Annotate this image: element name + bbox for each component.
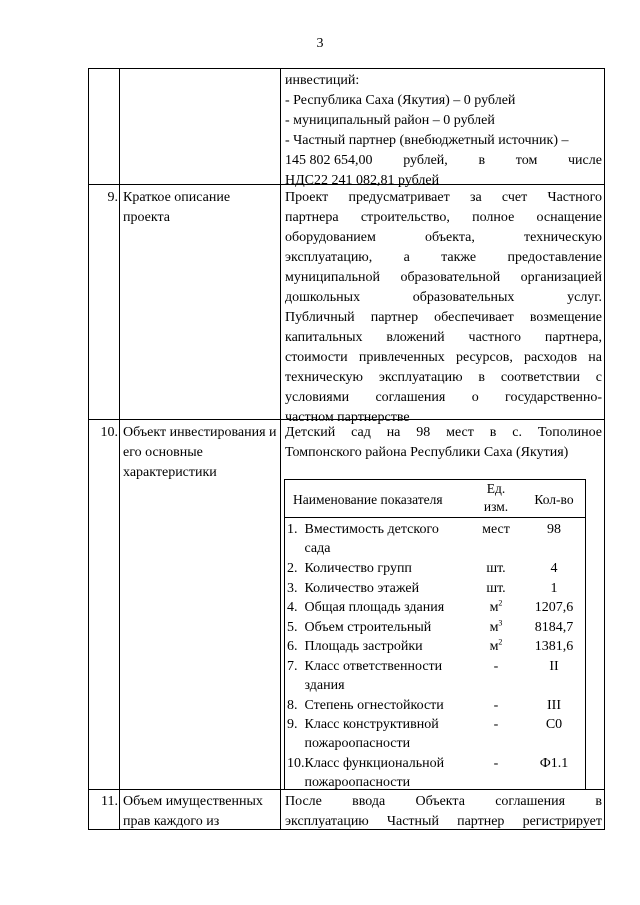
word: вложений	[386, 330, 445, 345]
word: капитальных	[285, 330, 363, 345]
word: с	[595, 370, 602, 385]
text-line	[285, 288, 602, 308]
word: Частный	[386, 814, 439, 829]
row11-description	[285, 792, 602, 832]
unit	[467, 520, 525, 539]
indicator-name-line1: 3. Количество этажей	[287, 580, 420, 596]
unit	[467, 715, 525, 734]
row8-line: инвестиций:	[285, 73, 360, 88]
word: числе	[568, 153, 602, 168]
word: о	[471, 390, 479, 405]
word: также	[441, 250, 477, 265]
word: в	[595, 794, 602, 809]
unit	[467, 754, 525, 773]
text-line: Томпонского района Республики Саха (Якутия)	[285, 445, 569, 460]
unit-text: шт.	[486, 580, 506, 596]
word: в	[489, 425, 497, 440]
word: партнер	[457, 814, 505, 829]
word: стоимости	[285, 350, 348, 365]
indicator-name	[287, 715, 469, 753]
word: Частного	[547, 190, 602, 205]
characteristics-table	[284, 479, 586, 790]
indicator-name	[287, 754, 469, 792]
text-line	[285, 812, 602, 832]
header-unit-line2: изм.	[483, 499, 509, 514]
value: III	[547, 697, 561, 713]
row9-number: 9.	[107, 190, 118, 205]
word: в	[478, 370, 486, 385]
value: 4	[550, 561, 558, 576]
indicator-name-line1: 7. Класс ответственности	[287, 658, 443, 674]
value: 8184,7	[534, 619, 574, 635]
word: услуг.	[567, 290, 602, 305]
indicator-name-line1: 4. Общая площадь здания	[287, 600, 445, 615]
text-line	[285, 248, 602, 268]
row10-description	[285, 423, 602, 463]
unit-text: м	[489, 639, 499, 654]
row9-description	[285, 188, 602, 428]
indicator-name-line1: 9. Класс конструктивной	[287, 717, 439, 732]
indicator-name-line2: пожароопасности	[287, 736, 411, 751]
text-line	[285, 368, 602, 388]
word: мест	[446, 425, 474, 440]
header-quantity: Кол-во	[534, 492, 574, 507]
row8-text	[285, 71, 602, 191]
unit-text: -	[493, 756, 499, 771]
word: техническую	[285, 370, 364, 385]
inner-header-divider	[285, 517, 585, 518]
word: на	[588, 350, 602, 365]
word: рублей,	[403, 153, 448, 168]
unit	[467, 598, 525, 617]
indicator-name	[287, 598, 469, 617]
word: ввода	[352, 794, 386, 809]
text-line	[285, 792, 602, 812]
word: эксплуатацию	[285, 814, 369, 829]
text-line: частном партнерстве	[285, 410, 410, 425]
word: организацией	[520, 270, 602, 285]
word: 145 802 654,00	[285, 153, 373, 168]
word: полное	[472, 210, 515, 225]
indicator-name	[287, 579, 469, 598]
row8-amount-line	[285, 151, 602, 171]
row8-vat-line: НДС22 241 082,81 рублей	[285, 173, 440, 188]
unit-text: м	[489, 600, 499, 615]
unit-exponent: 3	[498, 617, 503, 627]
unit	[467, 618, 525, 637]
word: счет	[501, 190, 528, 205]
unit-text: шт.	[486, 561, 506, 576]
word: расходов	[524, 350, 578, 365]
word: возмещение	[529, 310, 602, 325]
row11-title: Объем имущественных прав каждого из	[123, 794, 263, 829]
header-unit-line1: Ед.	[486, 481, 506, 496]
col-divider-1	[119, 68, 120, 830]
word: сад	[351, 425, 371, 440]
word: эксплуатацию	[378, 370, 463, 385]
indicator-name	[287, 696, 469, 715]
word: частного	[468, 330, 522, 345]
value: Ф1.1	[539, 756, 569, 771]
word: строительство,	[360, 210, 450, 225]
indicator-name-line2: пожароопасности	[287, 775, 411, 790]
row11-number: 11.	[101, 794, 118, 809]
word: образовательных	[412, 290, 515, 305]
word: партнера,	[544, 330, 602, 345]
word: партнера	[285, 210, 339, 225]
row10-number: 10.	[100, 425, 118, 440]
word: партнер	[370, 310, 419, 325]
row8-line: - Частный партнер (внебюджетный источник) –	[285, 133, 569, 148]
word: том	[515, 153, 538, 168]
unit	[467, 579, 525, 598]
word: соответствии	[500, 370, 580, 385]
word: соглашения	[375, 390, 446, 405]
text-line	[285, 348, 602, 368]
word: с.	[512, 425, 522, 440]
word: Проект	[285, 190, 329, 205]
value: 1207,6	[534, 600, 574, 615]
unit-text: -	[493, 697, 499, 713]
row8-line: - муниципальный район – 0 рублей	[285, 113, 495, 128]
text-line	[285, 268, 602, 288]
word: регистрирует	[522, 814, 602, 829]
text-line	[285, 228, 602, 248]
indicator-name-line2: сада	[287, 541, 331, 556]
indicator-name	[287, 618, 469, 637]
table-border-left	[88, 68, 89, 830]
word: техническую	[523, 230, 602, 245]
header-unit	[467, 480, 525, 516]
text-line	[285, 308, 602, 328]
value: 1	[550, 580, 558, 596]
text-line	[285, 328, 602, 348]
indicator-name	[287, 559, 469, 578]
unit	[467, 696, 525, 715]
word: обеспечивает	[434, 310, 514, 325]
col-divider-2	[280, 68, 281, 830]
word: муниципальной	[285, 270, 381, 285]
indicator-name-line1: 6. Площадь застройки	[287, 639, 423, 654]
row8-line: - Республика Саха (Якутия) – 0 рублей	[285, 93, 516, 108]
word: привлеченных	[358, 350, 445, 365]
word: Публичный	[285, 310, 355, 325]
unit	[467, 657, 525, 676]
word: образовательной	[400, 270, 501, 285]
unit-exponent: 2	[498, 598, 503, 608]
text-line	[285, 388, 602, 408]
value: 98	[547, 522, 561, 537]
unit-text: -	[493, 717, 499, 732]
indicator-name-line1: 2. Количество групп	[287, 561, 412, 576]
word: а	[403, 250, 410, 265]
unit	[467, 637, 525, 656]
word: оборудованием	[285, 230, 376, 245]
word: условиями	[285, 390, 350, 405]
word: эксплуатацию,	[285, 250, 373, 265]
word: соглашения	[495, 794, 566, 809]
word: Тополиное	[537, 425, 602, 440]
indicator-name-line2: здания	[287, 677, 345, 693]
word: за	[469, 190, 482, 205]
word: ресурсов,	[455, 350, 513, 365]
value: II	[549, 658, 559, 674]
word: 98	[416, 425, 431, 440]
text-line	[285, 208, 602, 228]
page-number: 3	[316, 36, 324, 51]
indicator-name	[287, 657, 469, 695]
value: 1381,6	[534, 639, 574, 654]
row9-title: Краткое описание проекта	[123, 190, 231, 225]
indicator-name-line1: 10.Класс функциональной	[287, 756, 445, 771]
text-line	[285, 188, 602, 208]
unit-text: м	[489, 619, 499, 635]
unit-exponent: 2	[498, 637, 503, 647]
word: предусматривает	[348, 190, 450, 205]
unit	[467, 559, 525, 578]
word: дошкольных	[285, 290, 361, 305]
value: С0	[545, 717, 563, 732]
word: Детский	[285, 425, 336, 440]
indicator-name	[287, 520, 469, 558]
word: государственно-	[505, 390, 602, 405]
indicator-name-line1: 8. Степень огнестойкости	[287, 697, 444, 713]
word: объекта,	[425, 230, 475, 245]
indicator-name-line1: 5. Объем строительный	[287, 619, 432, 635]
unit-text: -	[493, 658, 499, 674]
word: в	[478, 153, 486, 168]
unit-text: мест	[482, 522, 510, 537]
word: оснащение	[536, 210, 602, 225]
row10-title: Объект инвестирования и его основные характеристики	[123, 425, 277, 480]
word: Объекта	[415, 794, 465, 809]
table-border-top	[88, 68, 604, 69]
table-border-right	[604, 68, 605, 830]
indicator-name	[287, 637, 469, 656]
indicator-name-line1: 1. Вместимость детского	[287, 522, 439, 537]
text-line	[285, 423, 602, 443]
word: предоставление	[507, 250, 602, 265]
word: на	[386, 425, 401, 440]
header-indicator-name: Наименование показателя	[293, 492, 443, 507]
word: После	[285, 794, 322, 809]
